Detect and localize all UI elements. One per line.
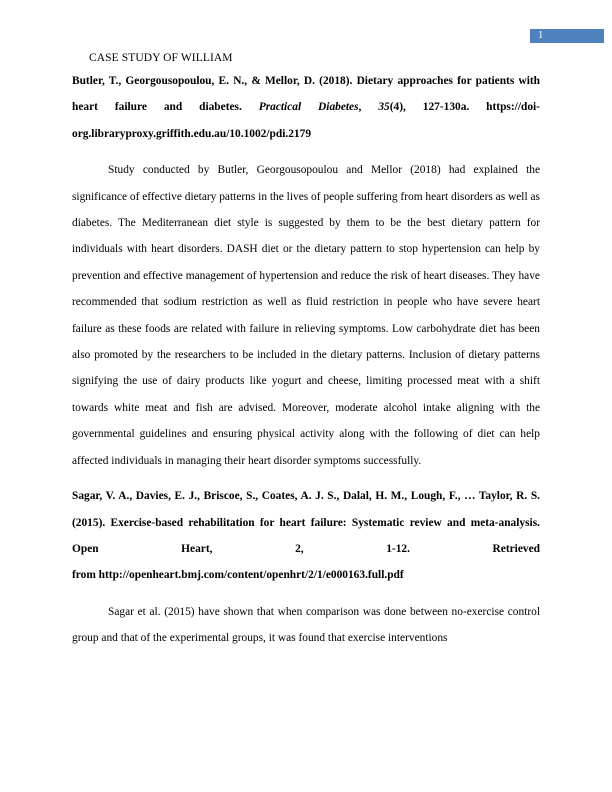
reference-retrieved-from: from http://openheart.bmj.com/content/openhrt/2/1/e000163.full.pdf — [72, 569, 404, 582]
reference-citation: Sagar, V. A., Davies, E. J., Briscoe, S., Coates, A. J. S., Dalal, H. M., Lough, F., … Taylor, R. S. (2015). Exercise-based rehabilitation for heart failure: Systematic review and meta-analysis. Open Heart, 2, 1-12. Retrieved — [72, 490, 540, 555]
reference-authors: Butler, T., Georgousopoulou, E. N., & Mellor, D. (2018). Dietary approaches for patients with heart failure and diabetes. — [72, 75, 540, 114]
running-head: CASE STUDY OF WILLIAM — [89, 52, 233, 64]
page-number: 1 — [530, 29, 604, 43]
summary-sagar: Sagar et al. (2015) have shown that when comparison was done between no-exercise control group and that of the experimental groups, it was found that exercise interventions — [72, 605, 540, 645]
summary-butler: Study conducted by Butler, Georgousopoulou and Mellor (2018) had explained the significance of effective dietary patterns in the lives of people suffering from heart disorders as well as diabetes. The Mediterranean diet style is suggested by them to be the best dietary pattern for individuals with heart disorders. DASH diet or the dietary pattern to stop hypertension can help by prevention and effective management of hypertension and reduce the risk of heart diseases. They have recommended that sodium restriction as well as fluid restriction in people who have severe heart failure as these foods are related with failure in relieving symptoms. Low carbohydrate diet has been also promoted by the researchers to be included in the dietary patterns. Inclusion of dietary patterns signifying the use of dairy products like yogurt and cheese, limiting processed meat with a shift towards white meat and fish are advised. Moreover, moderate alcohol intake aligning with the governmental guidelines and ensuring physical activity along with the following of diet can help affected individuals in managing their heart disorder symptoms successfully. — [72, 164, 540, 467]
reference-volume: 35 — [378, 101, 390, 114]
reference-issue-pages: (4), 127-130a. https://doi-org.libraryproxy.griffith.edu.au/10.1002/pdi.2179 — [72, 101, 540, 140]
reference-butler: Butler, T., Georgousopoulou, E. N., & Mellor, D. (2018). Dietary approaches for patients with heart failure and diabetes. Practical Diabetes, 35(4), 127-130a. https://doi-org.libraryproxy.griffith.edu.au/10.1002/pdi.2179 — [72, 75, 540, 140]
reference-journal: Practical Diabetes — [258, 101, 359, 114]
reference-sagar — [72, 483, 540, 589]
document-body — [72, 68, 540, 661]
